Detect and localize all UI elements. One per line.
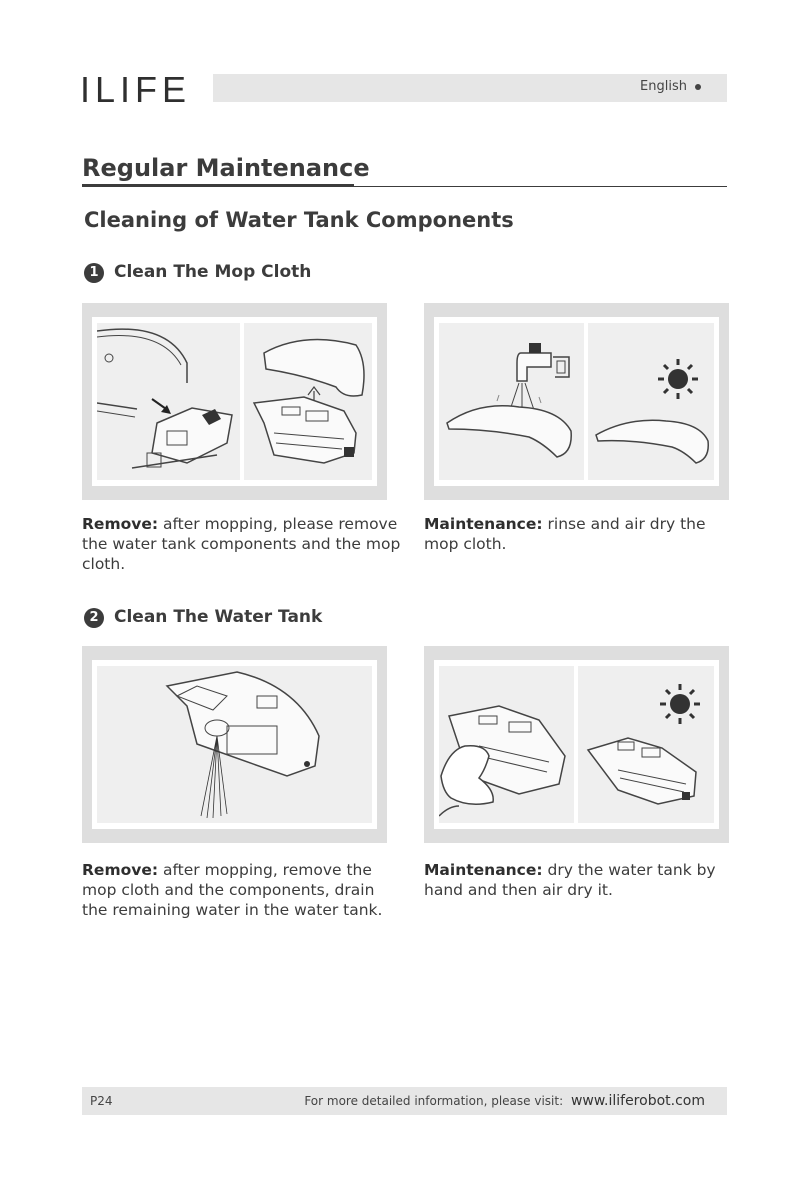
website-link[interactable]: www.iliferobot.com: [570, 1093, 705, 1109]
footer-bar: [82, 1087, 727, 1115]
illustration-mop-detach: [244, 323, 372, 480]
illustration-tank-maintenance: [424, 646, 729, 843]
caption-maintenance-mop: [424, 514, 724, 554]
illustration-water-tank-draining: [97, 666, 372, 823]
bullet-icon: [695, 84, 701, 90]
illustration-drain-tank: [82, 646, 387, 843]
faucet-icon: [517, 343, 569, 381]
step-title: Clean The Mop Cloth: [114, 262, 312, 282]
step-2-heading: [84, 607, 322, 628]
caption-text: after mopping, please remove the water tank components and the mop cloth.: [82, 515, 401, 573]
caption-remove-mop: [82, 514, 402, 574]
illustration-mop-maintenance: [424, 303, 729, 500]
sun-icon: [660, 684, 700, 724]
step-1-heading: [84, 262, 311, 283]
footer-visit: [304, 1093, 705, 1109]
caption-text: rinse and air dry the mop cloth.: [424, 515, 706, 553]
section-divider: [82, 186, 727, 187]
footer-visit-text: For more detailed information, please visit:: [304, 1094, 564, 1108]
caption-remove-tank: [82, 860, 392, 920]
page-number: P24: [90, 1094, 113, 1108]
caption-label: Maintenance:: [424, 861, 543, 879]
sun-icon: [658, 359, 698, 399]
brand-logo: ILIFE: [80, 69, 192, 110]
illustration-air-dry-tank: [578, 666, 714, 823]
language-label: English: [640, 79, 687, 94]
illustration-dry-mop: [588, 323, 714, 480]
caption-text: after mopping, remove the mop cloth and the components, drain the remaining water in the water tank.: [82, 861, 383, 919]
caption-label: Remove:: [82, 861, 159, 879]
illustration-robot-tank-removal: [97, 323, 240, 480]
caption-text: dry the water tank by hand and then air dry it.: [424, 861, 716, 899]
header-bar: [213, 74, 727, 102]
step-number-badge: 2: [84, 608, 104, 628]
illustration-remove-tank: [82, 303, 387, 500]
section-title-underline: [82, 184, 354, 186]
section-title: Regular Maintenance: [82, 154, 370, 182]
caption-label: Maintenance:: [424, 515, 543, 533]
caption-maintenance-tank: [424, 860, 724, 900]
caption-label: Remove:: [82, 515, 159, 533]
illustration-hand-dry-tank: [439, 666, 574, 823]
step-title: Clean The Water Tank: [114, 607, 323, 627]
step-number-badge: 1: [84, 263, 104, 283]
language-indicator: [640, 79, 701, 94]
subsection-title: Cleaning of Water Tank Components: [84, 208, 514, 232]
illustration-rinse-mop: [439, 323, 584, 480]
